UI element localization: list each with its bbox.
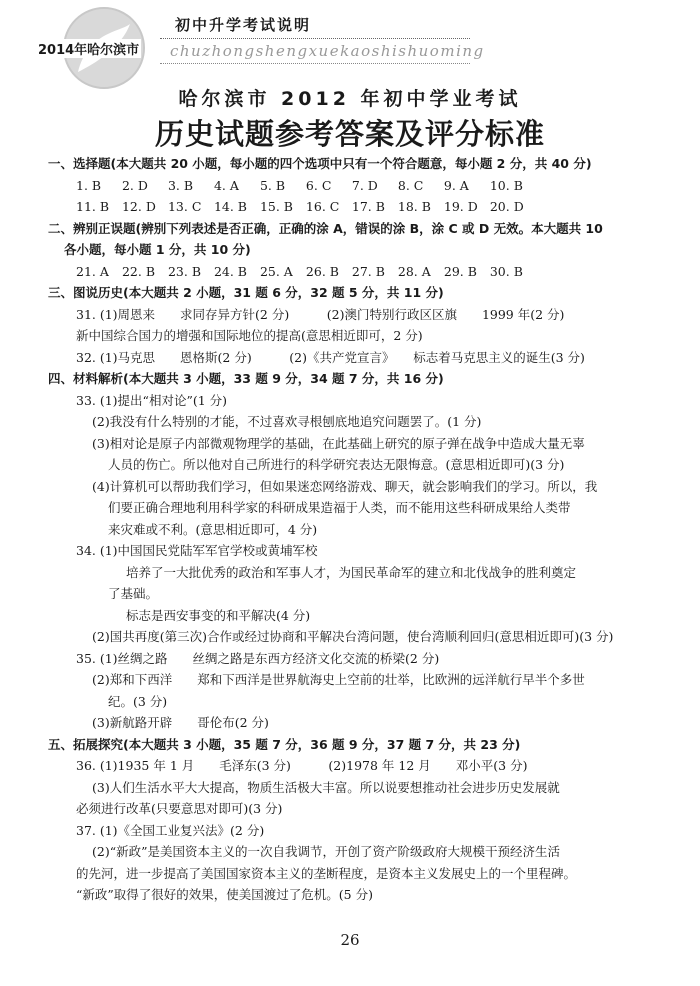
q34-1d: 标志是西安事变的和平解决(4 分) — [126, 607, 311, 623]
answer-item: 24. B — [213, 263, 247, 279]
q35-3: (3)新航路开辟 哥伦布(2 分) — [92, 715, 269, 730]
section-1-heading: 一、选择题(本大题共 20 小题，每小题的四个选项中只有一个符合题意，每小题 2 分，共 40 分) — [48, 156, 592, 171]
q33-2: (2)我没有什么特别的才能，不过喜欢寻根刨底地追究问题罢了。(1 分) — [92, 414, 482, 429]
answer-item: 26. B — [305, 263, 339, 279]
header-pinyin: chuzhongshengxuekaoshishuoming — [170, 42, 485, 60]
q32-line: 32. (1)马克思 恩格斯(2 分) (2)《共产党宣言》 标志着马克思主义的诞生(3 分) — [76, 349, 585, 365]
section-2-heading-cont: 各小题，每小题 1 分，共 10 分) — [64, 242, 251, 257]
section-4-heading: 四、材料解析(本大题共 3 小题，33 题 9 分，34 题 7 分，共 16 分) — [48, 371, 444, 386]
q31-line: 31. (1)周恩来 求同存异方针(2 分) (2)澳门特别行政区区旗 1999 年(2 分) — [76, 306, 565, 322]
q33-3b: 人员的伤亡。所以他对自己所进行的科学研究表达无限悔意。(意思相近即可)(3 分) — [108, 457, 565, 472]
q33-3a: (3)相对论是原子内部微观物理学的基础，在此基础上研究的原子弹在战争中造成大量无辜 — [92, 435, 585, 451]
answer-item: 20. D — [489, 199, 524, 214]
answer-item: 12. D — [121, 199, 156, 214]
answer-item: 28. A — [397, 263, 431, 279]
choice-row-2 — [48, 196, 658, 218]
header-divider — [160, 38, 470, 39]
section-2-heading: 二、辨别正误题(辨别下列表述是否正确，正确的涂 A，错误的涂 B，涂 C 或 D 无效。本大题共 10 — [48, 220, 603, 236]
answer-item: 11. B — [76, 199, 110, 214]
choice-row-1 — [48, 175, 658, 197]
q37-2c: “新政”取得了很好的效果，使美国渡过了危机。(5 分) — [76, 887, 373, 902]
answer-item: 15. B — [259, 199, 293, 214]
answer-item: 8. C — [397, 177, 424, 193]
answer-item: 9. A — [443, 177, 469, 193]
exam-title: 哈尔滨市 2012 年初中学业考试 — [178, 88, 522, 110]
q34-1b: 培养了一大批优秀的政治和军事人才，为国民革命军的建立和北伐战争的胜利奠定 — [126, 564, 577, 580]
answer-item: 2. D — [121, 177, 148, 193]
answer-item: 6. C — [305, 177, 332, 193]
answer-item: 17. B — [351, 199, 385, 214]
q34-2: (2)国共再度(第三次)合作或经过协商和平解决台湾问题，使台湾顺利回归(意思相近即可)(3 分) — [92, 629, 614, 644]
q34-1c: 了基础。 — [108, 586, 159, 601]
answer-item: 13. C — [167, 199, 202, 214]
q35-2a: (2)郑和下西洋 郑和下西洋是世界航海史上空前的壮举，比欧洲的远洋航行早半个多世 — [92, 672, 585, 687]
answer-item: 14. B — [213, 199, 247, 214]
q31-line-2: 新中国综合国力的增强和国际地位的提高(意思相近即可，2 分) — [76, 328, 423, 343]
q36-1: 36. (1)1935 年 1 月 毛泽东(3 分) (2)1978 年 12 月 邓小平(3 分) — [76, 758, 528, 773]
q33-4c: 来灾难或不利。(意思相近即可，4 分) — [108, 521, 318, 537]
answer-item: 25. A — [259, 263, 293, 279]
section-5-heading: 五、拓展探究(本大题共 3 小题，35 题 7 分，36 题 9 分，37 题 7 分，共 23 分) — [48, 736, 521, 752]
answer-content — [48, 153, 658, 906]
q35-2b: 纪。(3 分) — [108, 693, 168, 709]
q33-1: 33. (1)提出“相对论”(1 分) — [76, 392, 228, 408]
q33-4b: 们要正确合理地利用科学家的科研成果造福于人类，而不能用这些科研成果给人类带 — [108, 500, 571, 515]
answer-item: 23. B — [167, 263, 202, 279]
answer-item: 18. B — [397, 199, 431, 214]
answer-item: 30. B — [489, 263, 523, 279]
answer-item: 27. B — [351, 263, 385, 279]
answer-item: 4. A — [213, 177, 239, 193]
answer-item: 5. B — [259, 177, 286, 193]
q34-1: 34. (1)中国国民党陆军军官学校或黄埔军校 — [76, 543, 318, 558]
header-underline — [160, 63, 470, 64]
answer-item: 21. A — [76, 263, 109, 279]
q37-2a: (2)“新政”是美国资本主义的一次自我调节，开创了资产阶级政府大规模干预经济生活 — [92, 844, 560, 859]
q35-1: 35. (1)丝绸之路 丝绸之路是东西方经济文化交流的桥梁(2 分) — [76, 650, 440, 666]
answer-item: 7. D — [351, 177, 378, 193]
answer-item: 29. B — [443, 263, 477, 279]
q37-2b: 的先河，进一步提高了美国国家资本主义的垄断程度，是资本主义发展史上的一个里程碑。 — [76, 865, 577, 881]
q36-3a: (3)人们生活水平大大提高，物质生活极大丰富。所以说要想推动社会进步历史发展就 — [92, 779, 560, 795]
answer-item: 3. B — [167, 177, 194, 193]
answer-item: 1. B — [76, 177, 102, 193]
q36-3b: 必须进行改革(只要意思对即可)(3 分) — [76, 801, 283, 816]
answer-item: 22. B — [121, 263, 156, 279]
q37-1: 37. (1)《全国工业复兴法》(2 分) — [76, 822, 265, 838]
page-number: 26 — [340, 931, 360, 949]
header-year-city: 2014年哈尔滨市 — [36, 39, 141, 58]
q33-4a: (4)计算机可以帮助我们学习，但如果迷恋网络游戏、聊天，就会影响我们的学习。所以，我 — [92, 478, 598, 494]
answer-item: 16. C — [305, 199, 340, 214]
answer-item: 10. B — [489, 177, 523, 193]
answer-key-title: 历史试题参考答案及评分标准 — [154, 117, 545, 151]
judge-row — [48, 261, 658, 283]
section-3-heading: 三、图说历史(本大题共 2 小题，31 题 6 分，32 题 5 分，共 11 分) — [48, 285, 444, 300]
answer-item: 19. D — [443, 199, 478, 214]
header-title: 初中升学考试说明 — [175, 16, 312, 34]
